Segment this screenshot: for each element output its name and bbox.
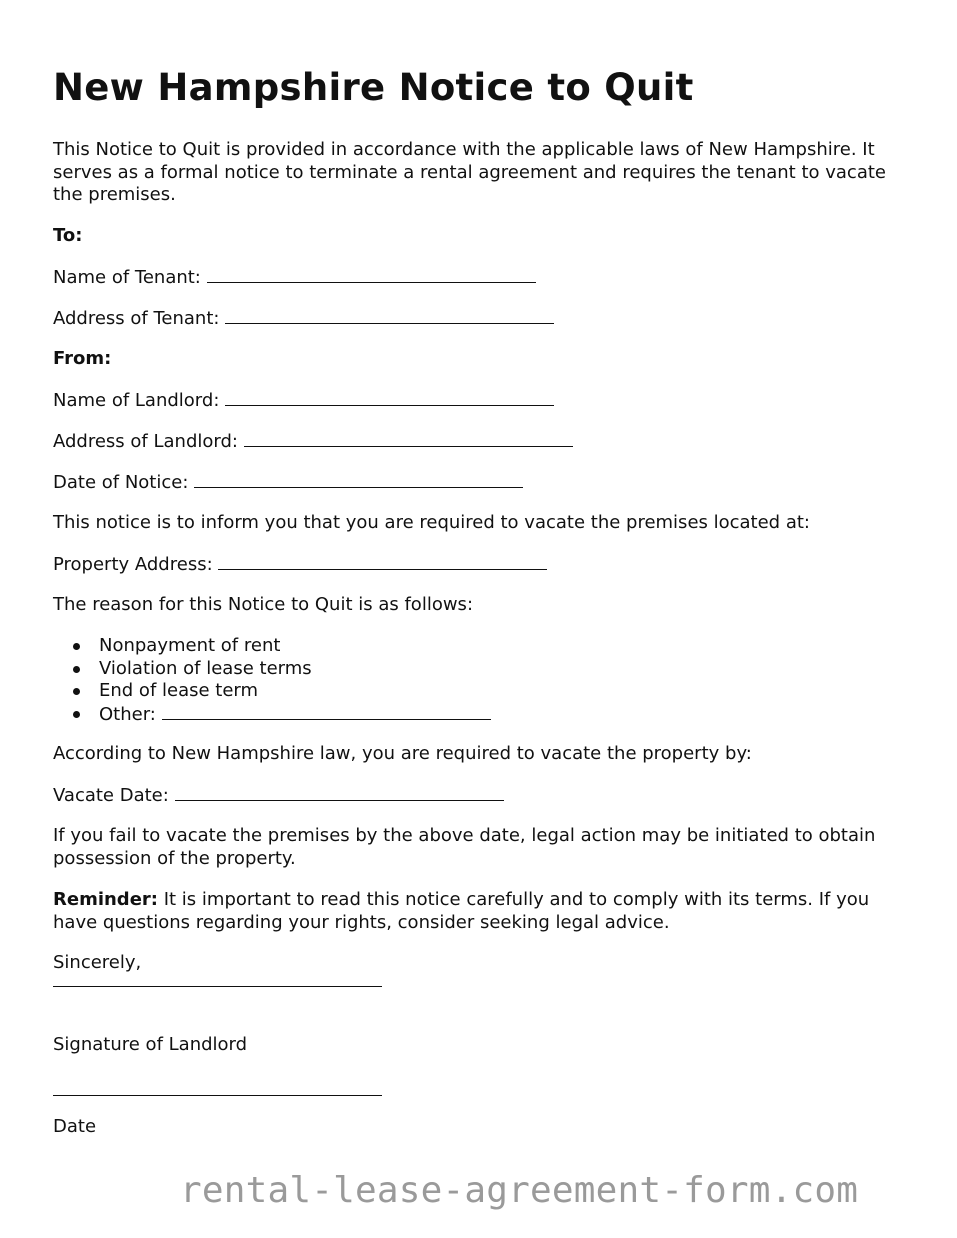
- property-address-row: [53, 553, 547, 577]
- signature-label: Signature of Landlord: [53, 1034, 248, 1055]
- list-item: End of lease term: [99, 680, 491, 703]
- watermark: rental-lease-agreement-form.com: [180, 1170, 859, 1211]
- tenant-name-row: [53, 266, 536, 290]
- list-item: Nonpayment of rent: [99, 635, 491, 658]
- notice-date-label: Date of Notice:: [53, 472, 189, 493]
- landlord-name-row: [53, 389, 554, 413]
- landlord-address-row: [53, 430, 573, 454]
- tenant-address-label: Address of Tenant:: [53, 308, 220, 329]
- bullet-icon: [73, 643, 80, 650]
- landlord-address-label: Address of Landlord:: [53, 431, 238, 452]
- reminder-paragraph: [53, 889, 918, 934]
- inform-text: This notice is to inform you that you are required to vacate the premises located at:: [53, 512, 810, 533]
- notice-date-field[interactable]: [194, 471, 523, 488]
- notice-date-row: [53, 471, 523, 495]
- law-text: According to New Hampshire law, you are required to vacate the property by:: [53, 743, 752, 764]
- landlord-name-label: Name of Landlord:: [53, 390, 220, 411]
- vacate-date-field[interactable]: [175, 784, 504, 801]
- list-item: Violation of lease terms: [99, 658, 491, 681]
- landlord-name-field[interactable]: [225, 389, 554, 406]
- sign-date-label: Date: [53, 1116, 97, 1137]
- vacate-date-row: [53, 784, 504, 808]
- reminder-label: Reminder:: [53, 889, 158, 910]
- reason-intro: The reason for this Notice to Quit is as follows:: [53, 594, 474, 615]
- property-address-label: Property Address:: [53, 554, 213, 575]
- property-address-field[interactable]: [218, 553, 547, 570]
- vacate-date-label: Vacate Date:: [53, 785, 169, 806]
- tenant-name-label: Name of Tenant:: [53, 267, 201, 288]
- other-reason-field[interactable]: [162, 703, 491, 720]
- bullet-icon: [73, 711, 80, 718]
- list-item: Other:: [99, 703, 491, 727]
- reminder-text: It is important to read this notice carefully and to comply with its terms. If you have questions regarding your rights, consider seeking legal advice.: [53, 889, 870, 933]
- signature-field[interactable]: [53, 986, 382, 987]
- bullet-icon: [73, 666, 80, 673]
- to-heading: To:: [53, 225, 83, 246]
- intro-paragraph: This Notice to Quit is provided in accordance with the applicable laws of New Hampshire. It serves as a formal notice to terminate a rental agreement and requires the tenant to vacate the premises.: [53, 139, 886, 205]
- tenant-address-row: [53, 307, 554, 331]
- bullet-icon: [73, 688, 80, 695]
- tenant-name-field[interactable]: [207, 266, 536, 283]
- sign-date-field[interactable]: [53, 1095, 382, 1096]
- reason-list: [53, 635, 491, 726]
- document-title: New Hampshire Notice to Quit: [53, 66, 694, 109]
- landlord-address-field[interactable]: [244, 430, 573, 447]
- closing-text: Sincerely,: [53, 952, 142, 973]
- from-heading: From:: [53, 348, 112, 369]
- tenant-address-field[interactable]: [225, 307, 554, 324]
- fail-paragraph: If you fail to vacate the premises by the above date, legal action may be initiated to obtain possession of the property.: [53, 825, 876, 869]
